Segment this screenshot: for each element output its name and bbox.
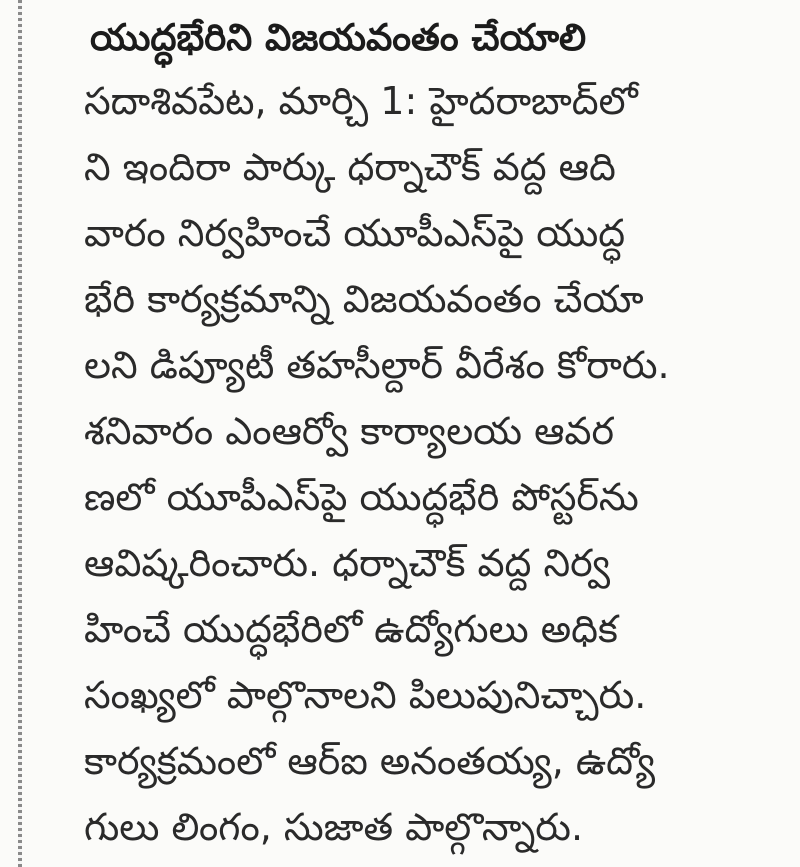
- headline: యుద్ధభేరిని విజయవంతం చేయాలి: [90, 16, 587, 59]
- body-line: సంఖ్యలో పాల్గొనాలని పిలుపునిచ్చారు.: [84, 673, 647, 717]
- body-line: లని డిప్యూటీ తహసీల్దార్ వీరేశం కోరారు.: [84, 343, 670, 387]
- body-line: కార్యక్రమంలో ఆర్ఐ అనంతయ్య, ఉద్యో: [84, 739, 656, 783]
- body-line: ణలో యూపీఎస్‌పై యుద్ధభేరి పోస్టర్‌ను: [84, 475, 639, 519]
- column-divider: [18, 0, 22, 867]
- body-line: గులు లింగం, సుజాత పాల్గొన్నారు.: [84, 805, 584, 849]
- body-line: సదాశివపేట, మార్చి 1: హైదరాబాద్‌లో: [84, 79, 638, 123]
- article-body: [84, 68, 764, 860]
- body-line: శనివారం ఎంఆర్వో కార్యాలయ ఆవర: [84, 409, 614, 453]
- body-line: హించే యుద్ధభేరిలో ఉద్యోగులు అధిక: [84, 607, 618, 651]
- body-line: ని ఇందిరా పార్కు ధర్నాచౌక్ వద్ద ఆది: [84, 145, 616, 189]
- body-line: వారం నిర్వహించే యూపీఎస్‌పై యుద్ధ: [84, 211, 626, 255]
- body-line: భేరి కార్యక్రమాన్ని విజయవంతం చేయా: [84, 277, 644, 321]
- body-line: ఆవిష్కరించారు. ధర్నాచౌక్ వద్ద నిర్వ: [84, 541, 611, 585]
